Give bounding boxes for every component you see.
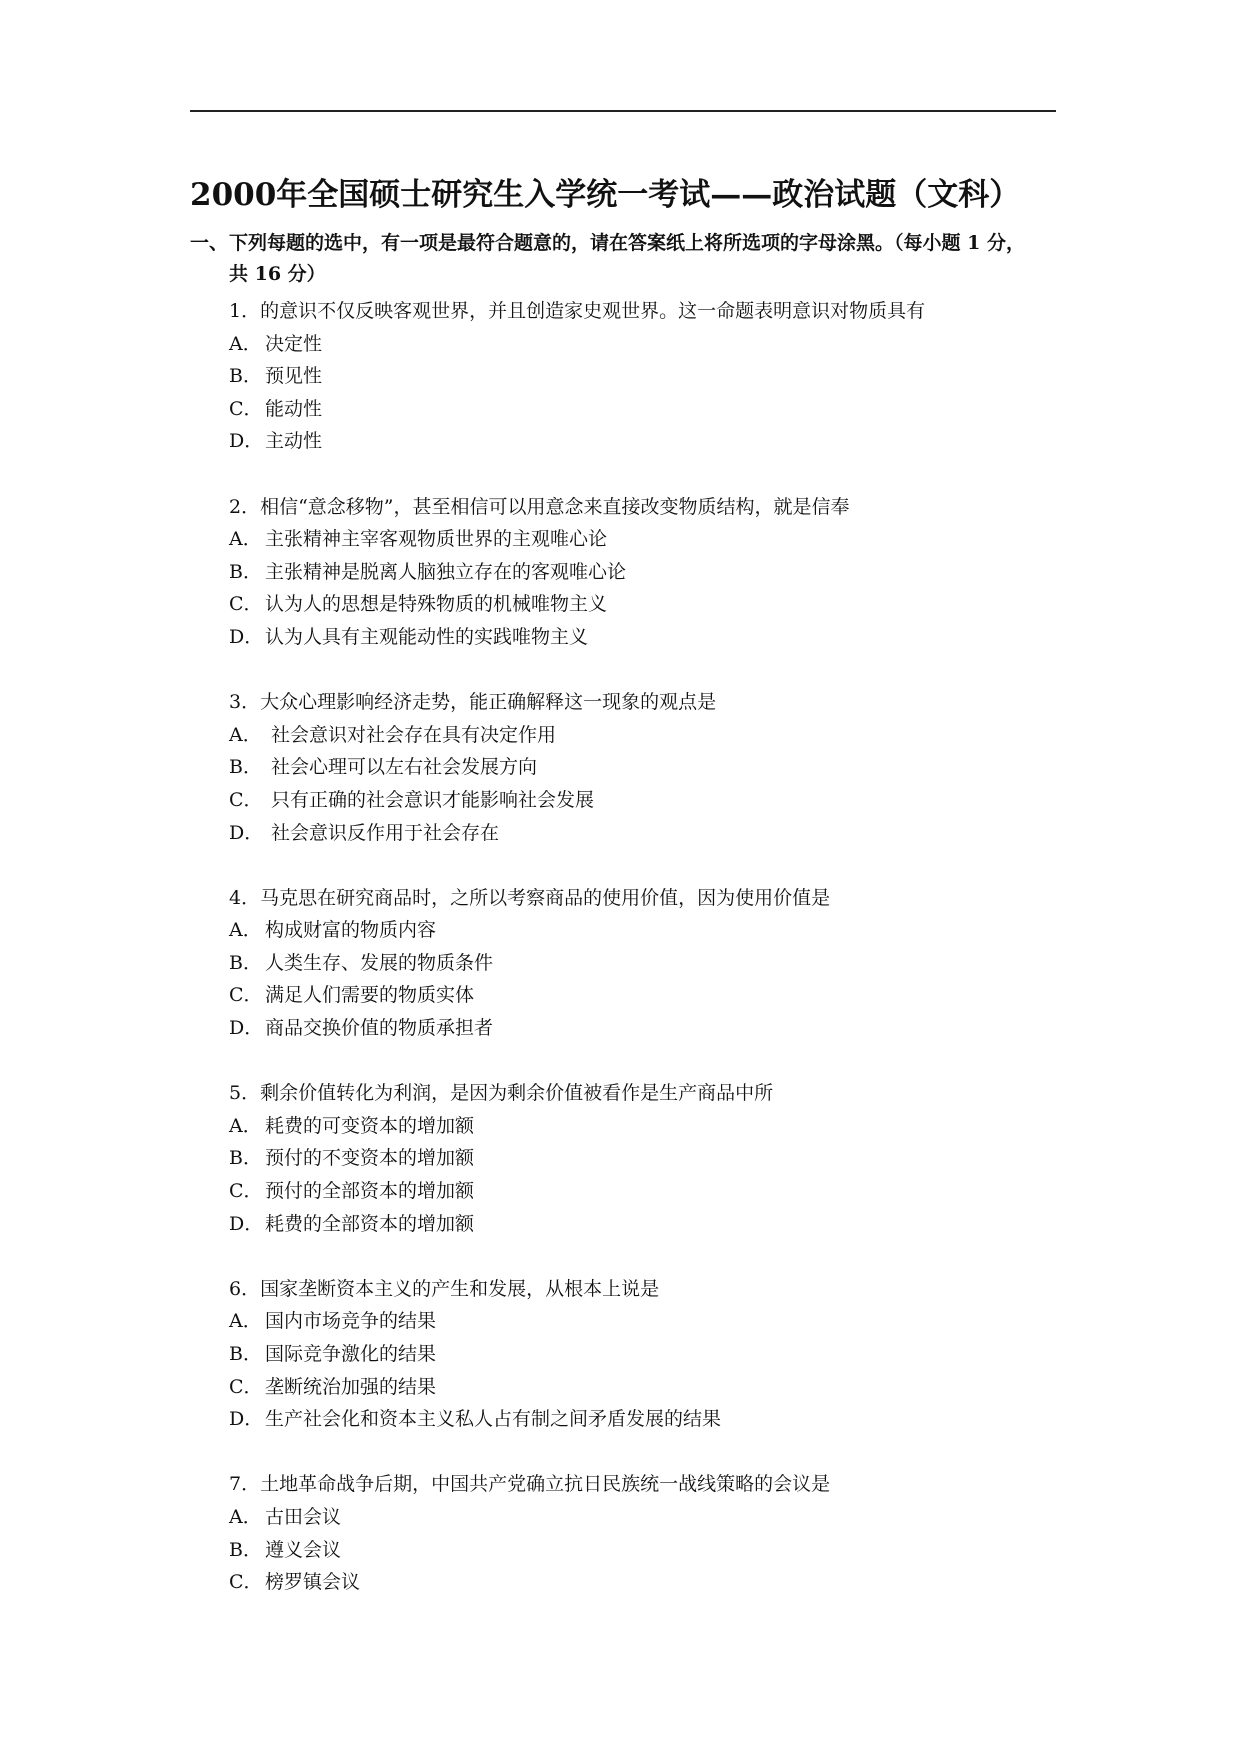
answer-option xyxy=(229,360,1079,393)
option-text: 认为人的思想是特殊物质的机械唯物主义 xyxy=(265,593,608,616)
question-stem: 3．大众心理影响经济走势，能正确解释这一现象的观点是 xyxy=(229,691,717,714)
answer-option xyxy=(229,328,1079,361)
answer-option xyxy=(229,425,1079,458)
answer-option xyxy=(229,751,1079,784)
option-letter: B． xyxy=(229,756,262,779)
question-list xyxy=(229,295,1079,1631)
question-stem: 1．的意识不仅反映客观世界，并且创造家史观世界。这一命题表明意识对物质具有 xyxy=(229,300,926,322)
question-stem: 5．剩余价值转化为利润，是因为剩余价值被看作是生产商品中所 xyxy=(229,1082,774,1105)
answer-option xyxy=(229,1175,1079,1208)
section-number: 一、 xyxy=(190,232,229,254)
option-letter: C． xyxy=(229,1375,263,1398)
option-text: 主张精神主宰客观物质世界的主观唯心论 xyxy=(265,528,608,551)
option-letter: D． xyxy=(229,625,264,648)
question-stem: 7．土地革命战争后期，中国共产党确立抗日民族统一战线策略的会议是 xyxy=(229,1473,831,1496)
answer-option xyxy=(229,1338,1079,1371)
option-letter: A． xyxy=(229,1310,262,1333)
question-block xyxy=(229,686,1079,849)
option-letter: D． xyxy=(229,821,264,844)
answer-option xyxy=(229,523,1079,556)
answer-option xyxy=(229,1403,1079,1436)
question-block xyxy=(229,491,1079,654)
question-stem: 2．相信“意念移物”，甚至相信可以用意念来直接改变物质结构，就是信奉 xyxy=(229,495,850,518)
option-letter: A． xyxy=(229,528,262,551)
option-text: 能动性 xyxy=(265,397,323,420)
answer-option xyxy=(229,947,1079,980)
question-block xyxy=(229,882,1079,1045)
option-letter: D． xyxy=(229,1017,264,1040)
option-letter: C． xyxy=(229,1180,263,1203)
question-stem: 4．马克思在研究商品时，之所以考察商品的使用价值，因为使用价值是 xyxy=(229,886,831,909)
option-text: 榜罗镇会议 xyxy=(265,1571,361,1594)
answer-option xyxy=(229,719,1079,752)
option-letter: B． xyxy=(229,1538,262,1561)
question-block xyxy=(229,1273,1079,1436)
option-text: 构成财富的物质内容 xyxy=(265,919,437,942)
question-stem: 6．国家垄断资本主义的产生和发展，从根本上说是 xyxy=(229,1277,660,1300)
answer-option xyxy=(229,914,1079,947)
answer-option xyxy=(229,1110,1079,1143)
answer-option xyxy=(229,979,1079,1012)
option-text: 古田会议 xyxy=(265,1505,342,1528)
answer-option xyxy=(229,621,1079,654)
option-letter: C． xyxy=(229,593,263,616)
option-text: 国际竞争激化的结果 xyxy=(265,1343,437,1365)
question-block xyxy=(229,1468,1079,1598)
answer-option xyxy=(229,1534,1079,1567)
section-instruction-line2: 共 16 分） xyxy=(229,263,326,285)
option-text: 国内市场竞争的结果 xyxy=(265,1310,437,1333)
option-letter: D． xyxy=(229,1408,264,1431)
option-letter: D． xyxy=(229,430,264,453)
option-letter: C． xyxy=(229,984,263,1007)
page-title: 2000年全国硕士研究生入学统一考试——政治试题（文科） xyxy=(190,177,1021,213)
section-heading xyxy=(190,228,1070,290)
answer-option xyxy=(229,1371,1079,1404)
answer-option xyxy=(229,784,1079,817)
question-block xyxy=(229,295,1079,458)
option-text: 垄断统治加强的结果 xyxy=(265,1375,437,1398)
option-letter: B． xyxy=(229,1147,262,1170)
answer-option xyxy=(229,1012,1079,1045)
option-letter: A． xyxy=(229,332,262,355)
option-text: 预见性 xyxy=(265,365,323,388)
option-letter: A． xyxy=(229,723,262,746)
option-text: 社会心理可以左右社会发展方向 xyxy=(265,756,538,779)
option-letter: B． xyxy=(229,365,262,388)
option-letter: A． xyxy=(229,1114,262,1137)
answer-option xyxy=(229,1501,1079,1534)
option-text: 主张精神是脱离人脑独立存在的客观唯心论 xyxy=(265,560,627,583)
answer-option xyxy=(229,393,1079,426)
option-text: 主动性 xyxy=(265,430,323,453)
option-text: 社会意识对社会存在具有决定作用 xyxy=(265,723,557,746)
option-letter: B． xyxy=(229,1343,262,1365)
option-text: 人类生存、发展的物质条件 xyxy=(265,951,494,974)
option-letter: C． xyxy=(229,1571,263,1594)
question-block xyxy=(229,1077,1079,1240)
option-letter: B． xyxy=(229,951,262,974)
answer-option xyxy=(229,1305,1079,1338)
section-instruction-line1: 下列每题的选中，有一项是最符合题意的，请在答案纸上将所选项的字母涂黑。（每小题 1 分， xyxy=(229,232,1025,254)
option-letter: A． xyxy=(229,919,262,942)
option-text: 社会意识反作用于社会存在 xyxy=(265,821,500,844)
answer-option xyxy=(229,1142,1079,1175)
option-text: 耗费的全部资本的增加额 xyxy=(265,1212,475,1235)
option-text: 满足人们需要的物质实体 xyxy=(265,984,475,1007)
option-letter: B． xyxy=(229,560,262,583)
option-text: 认为人具有主观能动性的实践唯物主义 xyxy=(265,625,589,648)
option-letter: D． xyxy=(229,1212,264,1235)
option-text: 商品交换价值的物质承担者 xyxy=(265,1017,494,1040)
option-text: 生产社会化和资本主义私人占有制之间矛盾发展的结果 xyxy=(265,1408,722,1431)
option-text: 预付的不变资本的增加额 xyxy=(265,1147,475,1170)
answer-option xyxy=(229,817,1079,850)
answer-option xyxy=(229,1208,1079,1241)
header-rule xyxy=(190,110,1056,112)
answer-option xyxy=(229,556,1079,589)
option-text: 只有正确的社会意识才能影响社会发展 xyxy=(265,788,595,811)
answer-option xyxy=(229,588,1079,621)
option-text: 遵义会议 xyxy=(265,1538,342,1561)
option-text: 耗费的可变资本的增加额 xyxy=(265,1114,475,1137)
answer-option xyxy=(229,1566,1079,1599)
option-letter: C． xyxy=(229,397,263,420)
option-text: 预付的全部资本的增加额 xyxy=(265,1180,475,1203)
option-letter: A． xyxy=(229,1505,262,1528)
option-letter: C． xyxy=(229,788,263,811)
option-text: 决定性 xyxy=(265,332,323,355)
